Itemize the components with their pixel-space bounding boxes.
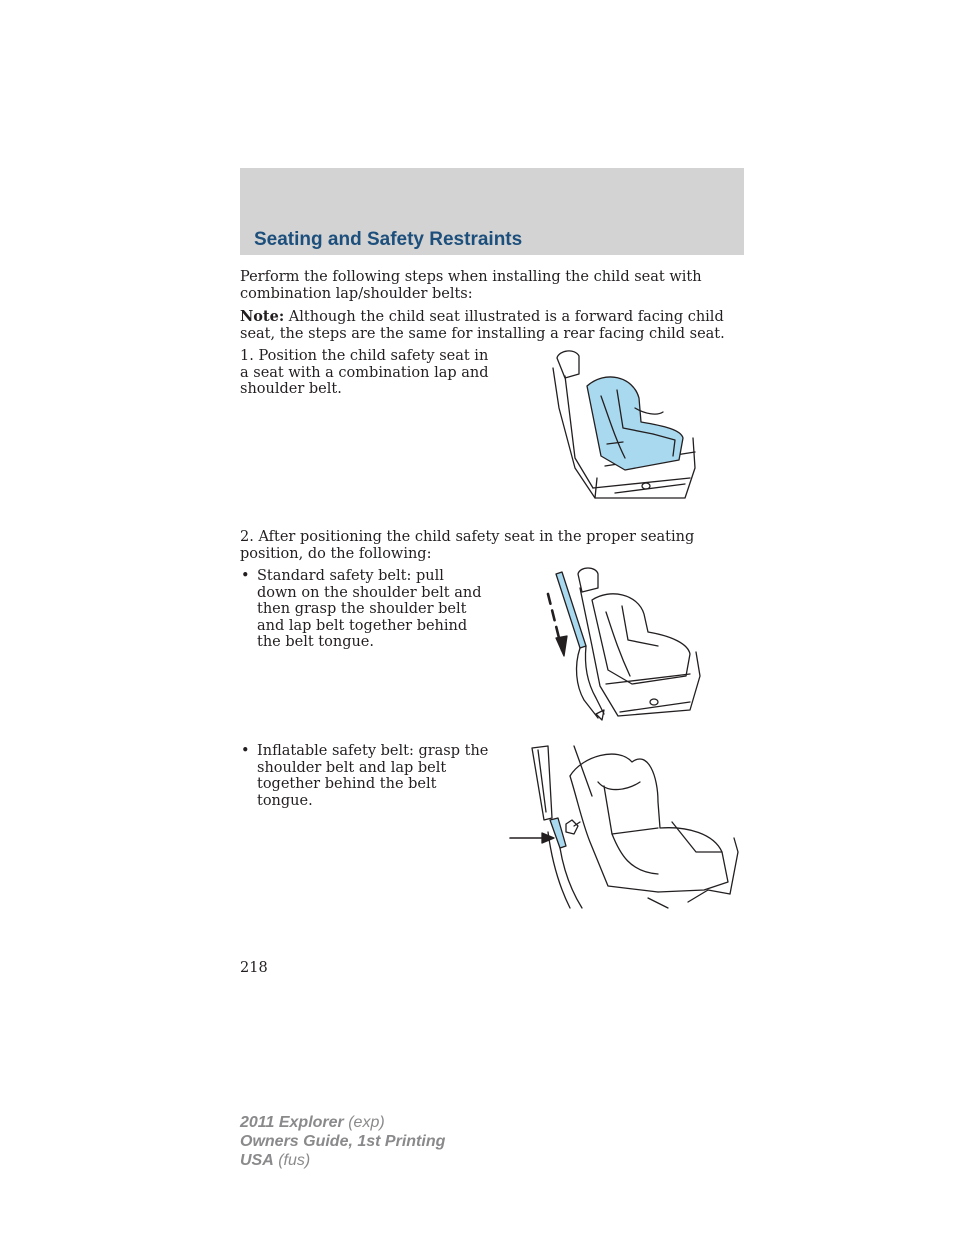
bullet-1-text: Standard safety belt: pull down on the shoulder belt and then grasp the shoulder belt and lap belt together behind the belt tongue. <box>257 568 482 650</box>
footer-model: 2011 Explorer <box>240 1114 344 1131</box>
footer-market: USA <box>240 1152 274 1169</box>
section-title: Seating and Safety Restraints <box>254 229 523 250</box>
standard-belt-pull-down-illustration <box>540 566 710 731</box>
footer-market-code: (fus) <box>273 1152 311 1169</box>
bullet-2-marker: • <box>241 743 250 759</box>
footer-line-1 <box>240 1113 445 1132</box>
footer-line-2: Owners Guide, 1st Printing <box>240 1133 446 1150</box>
footer-model-code: (exp) <box>343 1114 385 1131</box>
child-seat-on-vehicle-seat-illustration <box>545 348 705 508</box>
bullet-1-marker: • <box>241 568 250 584</box>
footer-line-3 <box>240 1151 445 1170</box>
note-paragraph <box>240 309 732 342</box>
bullet-2-text: Inflatable safety belt: grasp the shoulder belt and lap belt together behind the belt tongue. <box>257 743 489 809</box>
step-2-text: 2. After positioning the child safety seat in the proper seating position, do the following: <box>240 529 695 562</box>
note-text: Although the child seat illustrated is a forward facing child seat, the steps are the same for installing a rear facing child seat. <box>240 309 725 342</box>
page-number: 218 <box>240 960 268 976</box>
section-header-bar <box>240 168 744 255</box>
inflatable-belt-illustration <box>508 742 740 910</box>
step-1-text: 1. Position the child safety seat in a seat with a combination lap and shoulder belt. <box>240 348 489 397</box>
intro-paragraph: Perform the following steps when installing the child seat with combination lap/shoulder belts: <box>240 269 702 302</box>
note-label: Note: <box>240 308 285 325</box>
footer-imprint <box>240 1113 445 1170</box>
